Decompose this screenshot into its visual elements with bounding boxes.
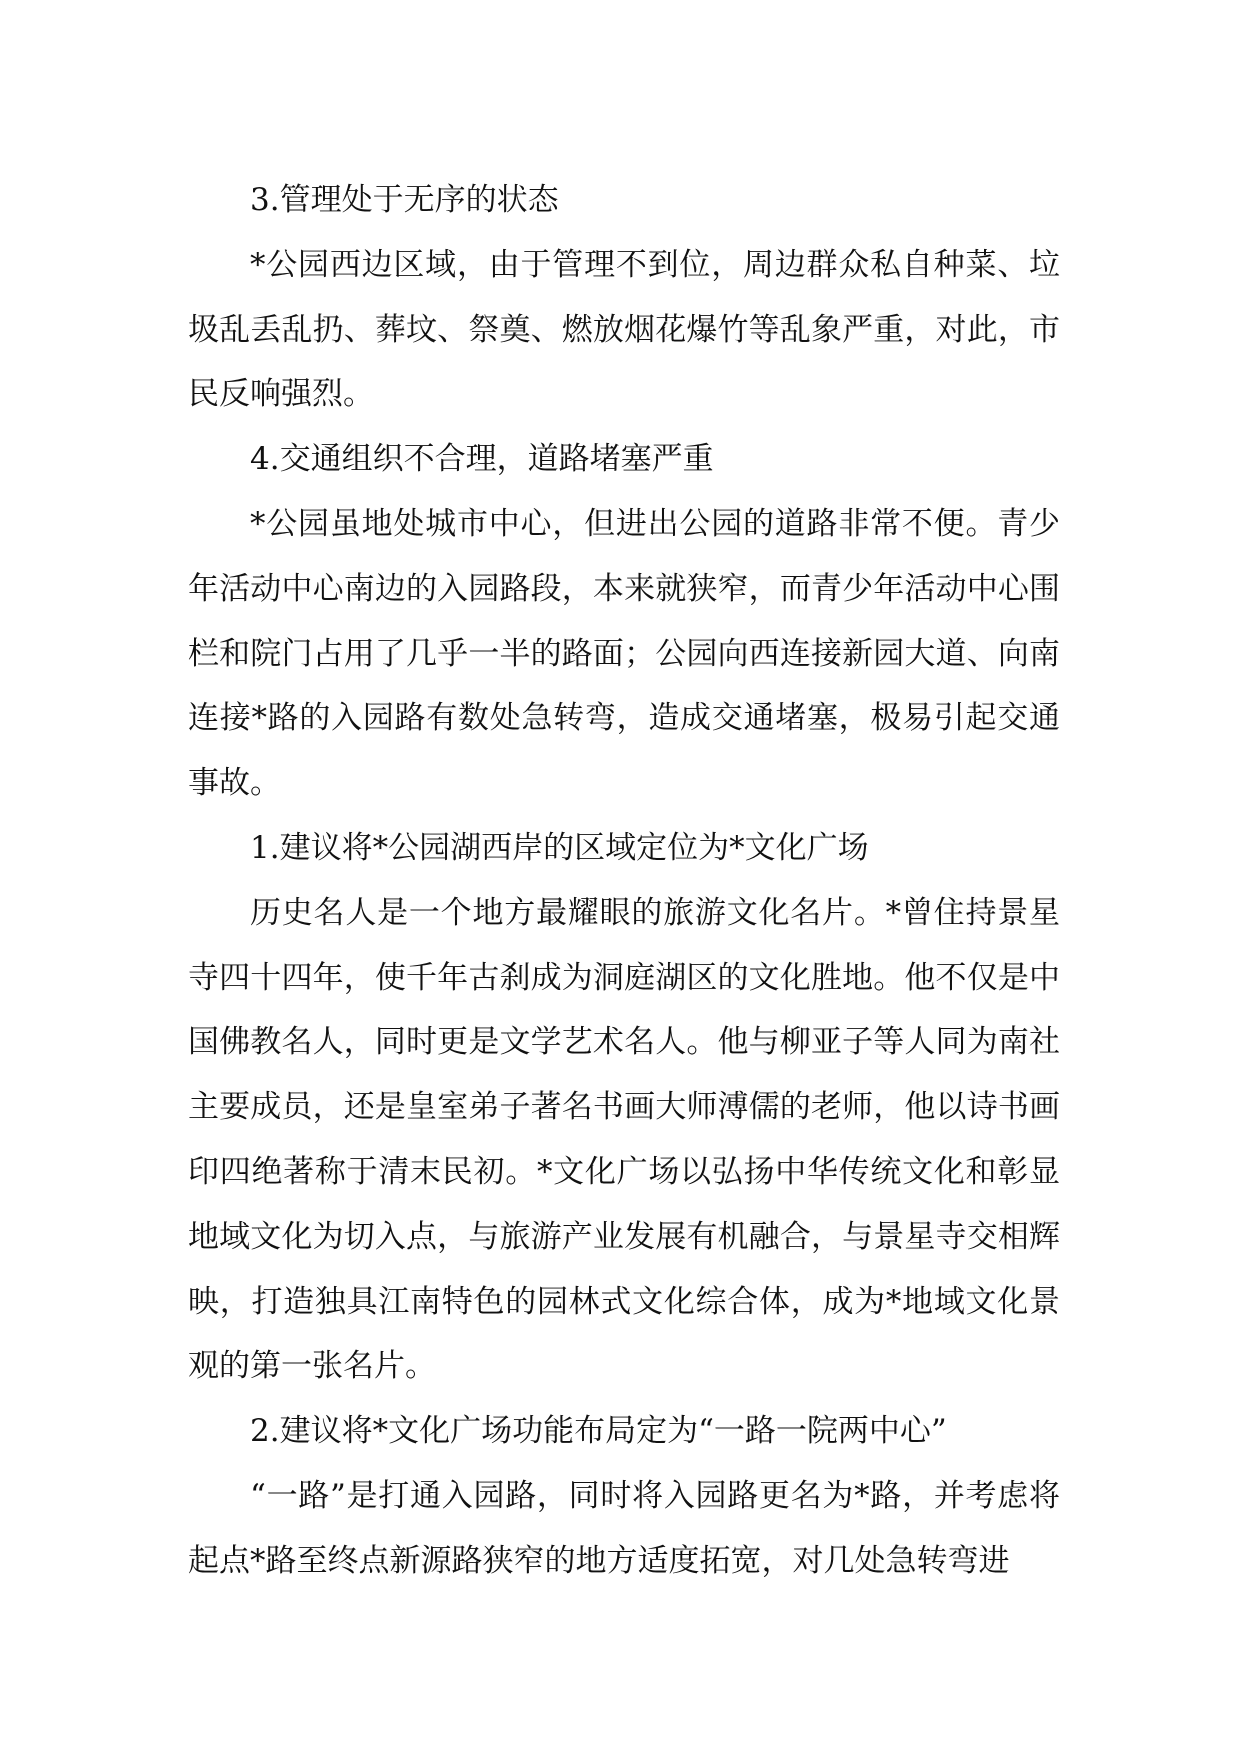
heading-traffic: 4.交通组织不合理，道路堵塞严重 (250, 441, 714, 478)
paragraph-suggestion-1-detail: 历史名人是一个地方最耀眼的旅游文化名片。*曾住持景星寺四十四年，使千年古刹成为洞庭湖区的文化胜地。他不仅是中国佛教名人，同时更是文学艺术名人。他与柳亚子等人同为南社主要成员，还是皇室弟子著名书画大师溥儒的老师，他以诗书画印四绝著称于清末民初。*文化广场以弘扬中华传统文化和彰显地域文化为切入点，与旅游产业发展有机融合，与景星寺交相辉映，打造独具江南特色的园林式文化综合体，成为*地域文化景观的第一张名片。 (188, 894, 1060, 1385)
document-body (188, 168, 1060, 1594)
paragraph-management-detail: *公园西边区域，由于管理不到位，周边群众私自种菜、垃圾乱丢乱扔、葬坟、祭奠、燃放烟花爆竹等乱象严重，对此，市民反响强烈。 (188, 246, 1060, 413)
paragraph-suggestion-2-detail: “一路”是打通入园路，同时将入园路更名为*路，并考虑将起点*路至终点新源路狭窄的地方适度拓宽，对几处急转弯进 (188, 1477, 1060, 1579)
heading-management: 3.管理处于无序的状态 (250, 182, 559, 218)
heading-suggestion-2: 2.建议将*文化广场功能布局定为“一路一院两中心” (250, 1413, 947, 1450)
paragraph-traffic-detail: *公园虽地处城市中心，但进出公园的道路非常不便。青少年活动中心南边的入园路段，本来就狭窄，而青少年活动中心围栏和院门占用了几乎一半的路面；公园向西连接新园大道、向南连接*路的入园路有数处急转弯，造成交通堵塞，极易引起交通事故。 (188, 505, 1060, 802)
heading-suggestion-1: 1.建议将*公园湖西岸的区域定位为*文化广场 (250, 829, 869, 866)
